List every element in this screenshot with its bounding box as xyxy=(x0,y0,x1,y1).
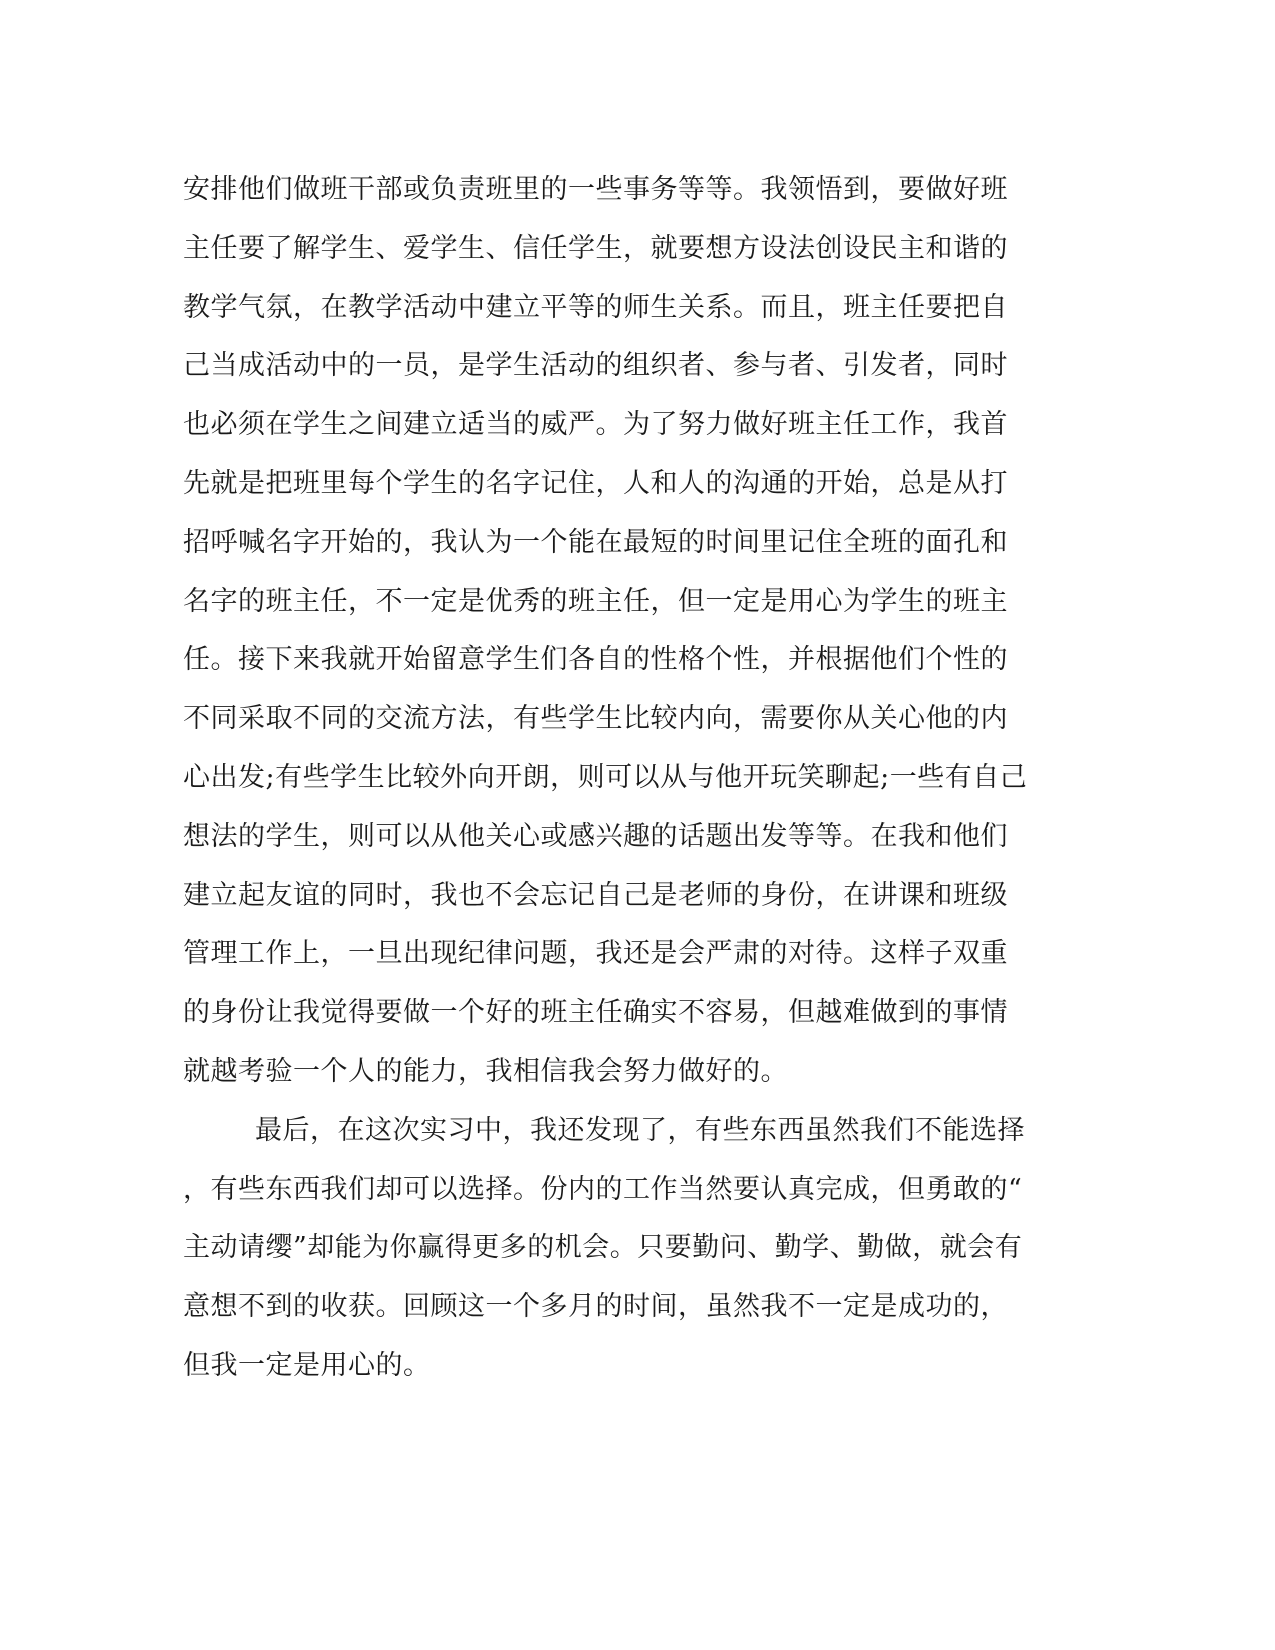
text-line: 的身份让我觉得要做一个好的班主任确实不容易，但越难做到的事情 xyxy=(183,997,1008,1029)
text-line: 先就是把班里每个学生的名字记住，人和人的沟通的开始，总是从打 xyxy=(183,467,1008,499)
document-body xyxy=(183,161,1043,1396)
text-line: 安排他们做班干部或负责班里的一些事务等等。我领悟到，要做好班 xyxy=(183,174,1008,205)
text-line: 最后，在这次实习中，我还发现了，有些东西虽然我们不能选择 xyxy=(255,1114,1025,1146)
text-line: 招呼喊名字开始的，我认为一个能在最短的时间里记住全班的面孔和 xyxy=(183,526,1008,558)
text-line: 想法的学生，则可以从他关心或感兴趣的话题出发等等。在我和他们 xyxy=(183,820,1008,852)
paragraph-1 xyxy=(183,161,1043,1102)
text-line: 建立起友谊的同时，我也不会忘记自己是老师的身份，在讲课和班级 xyxy=(183,879,1008,911)
text-line: 教学气氛，在教学活动中建立平等的师生关系。而且，班主任要把自 xyxy=(183,291,1008,323)
text-line: 心出发;有些学生比较外向开朗，则可以从与他开玩笑聊起;一些有自己 xyxy=(183,761,1028,793)
text-line: 管理工作上，一旦出现纪律问题，我还是会严肃的对待。这样子双重 xyxy=(183,938,1008,970)
text-line: 也必须在学生之间建立适当的威严。为了努力做好班主任工作，我首 xyxy=(183,409,1008,441)
text-line: 不同采取不同的交流方法，有些学生比较内向，需要你从关心他的内 xyxy=(183,703,1008,735)
text-line: 己当成活动中的一员，是学生活动的组织者、参与者、引发者，同时 xyxy=(183,350,1008,382)
text-line: 名字的班主任，不一定是优秀的班主任，但一定是用心为学生的班主 xyxy=(183,585,1008,617)
text-line: 主动请缨”却能为你赢得更多的机会。只要勤问、勤学、勤做，就会有 xyxy=(183,1232,1023,1264)
text-line: 主任要了解学生、爱学生、信任学生，就要想方设法创设民主和谐的 xyxy=(183,232,1008,264)
text-line: ，有些东西我们却可以选择。份内的工作当然要认真完成，但勇敢的“ xyxy=(183,1173,1023,1205)
text-line: 意想不到的收获。回顾这一个多月的时间，虽然我不一定是成功的， xyxy=(183,1291,1008,1323)
paragraph-2 xyxy=(183,1102,1043,1396)
text-line: 任。接下来我就开始留意学生们各自的性格个性，并根据他们个性的 xyxy=(183,644,1008,676)
text-line: 但我一定是用心的。 xyxy=(183,1349,431,1381)
text-line: 就越考验一个人的能力，我相信我会努力做好的。 xyxy=(183,1055,788,1087)
